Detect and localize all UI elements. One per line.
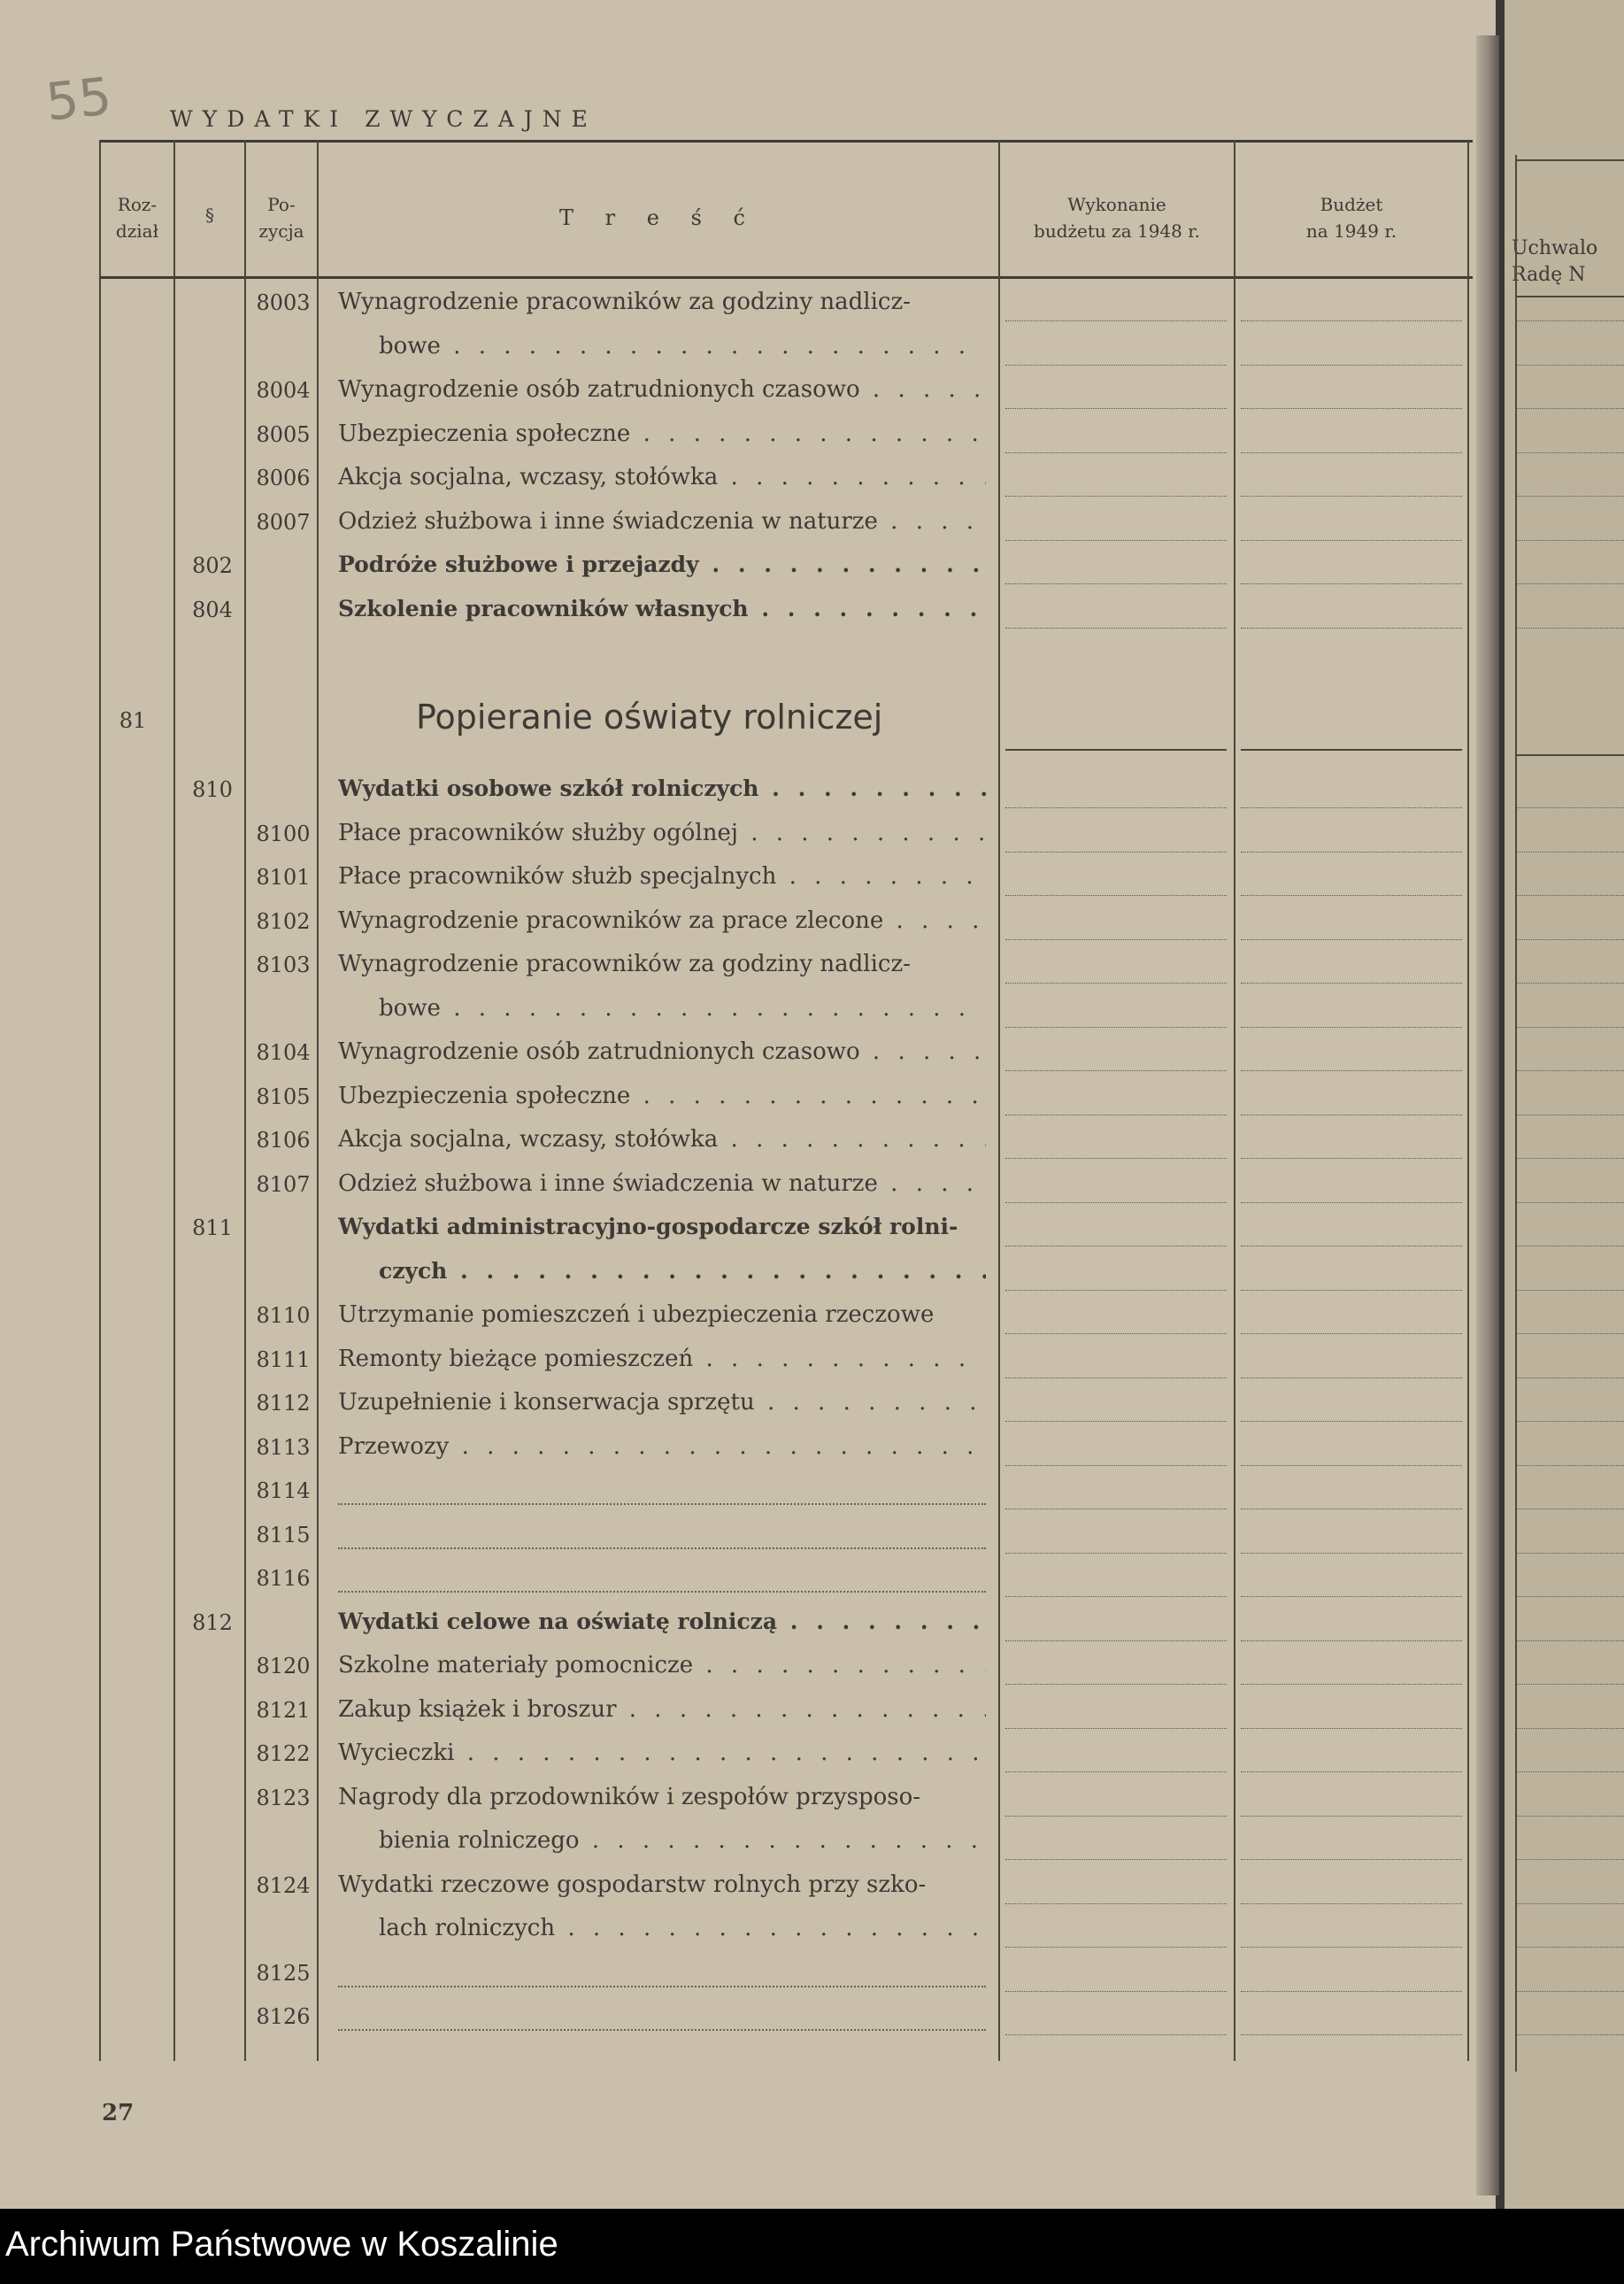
table-top-border — [99, 140, 1473, 143]
pozycja-number: 8116 — [256, 1566, 311, 1591]
budzet-value-cell — [1241, 1290, 1462, 1291]
table-row — [0, 944, 1496, 988]
table-row — [0, 1820, 1496, 1864]
wykonanie-value-cell — [1005, 1158, 1227, 1159]
adjacent-page-dotted-line — [1515, 628, 1624, 629]
budzet-value-cell — [1241, 496, 1462, 497]
table-row — [0, 900, 1496, 945]
pozycja-number: 8124 — [256, 1872, 311, 1898]
adjacent-page-dotted-line — [1515, 1553, 1624, 1554]
pozycja-number: 8004 — [256, 378, 311, 403]
pozycja-number: 8115 — [256, 1522, 311, 1547]
budzet-value-cell — [1241, 1728, 1462, 1729]
table-row — [0, 544, 1496, 589]
section-total-line — [1241, 749, 1462, 751]
section-heading: Popieranie oświaty rolniczej — [416, 698, 883, 737]
table-row — [0, 1952, 1496, 1996]
adjacent-page-dotted-line — [1515, 939, 1624, 940]
line-item-description: Płace pracowników służby ogólnej . . . — [338, 820, 986, 846]
handwritten-folio-number: 55 — [42, 66, 115, 133]
adjacent-page-dotted-line — [1515, 1202, 1624, 1203]
table-row — [0, 856, 1496, 900]
budzet-value-cell — [1241, 1771, 1462, 1772]
table-row — [0, 1382, 1496, 1426]
pozycja-number: 8007 — [256, 509, 311, 535]
line-item-description: bowe . . . — [379, 333, 986, 359]
wykonanie-value-cell — [1005, 1070, 1227, 1071]
column-header-budzet: Budżet na 1949 r. — [1305, 194, 1397, 242]
wykonanie-value-cell — [1005, 1640, 1227, 1641]
line-item-description: Uzupełnienie i konserwacja sprzętu . . . — [338, 1389, 986, 1416]
pozycja-number: 8105 — [256, 1084, 311, 1109]
adjacent-page-dotted-line — [1515, 1771, 1624, 1772]
adjacent-page-dotted-line — [1515, 895, 1624, 896]
wykonanie-value-cell — [1005, 1816, 1227, 1817]
adjacent-page-header-line1: Uchwalo — [1512, 237, 1598, 259]
line-item-description: Szkolenie pracowników własnych . . . — [338, 596, 986, 621]
table-row — [0, 813, 1496, 857]
adjacent-page-dotted-line — [1515, 408, 1624, 409]
adjacent-page-dotted-line — [1515, 320, 1624, 321]
wykonanie-value-cell — [1005, 496, 1227, 497]
adjacent-page-dotted-line — [1515, 1596, 1624, 1597]
budzet-value-cell — [1241, 540, 1462, 541]
line-item-description: Podróże służbowe i przejazdy . . . — [338, 552, 986, 577]
wykonanie-value-cell — [1005, 1728, 1227, 1729]
column-header-pozycja: Po- zycja — [258, 194, 304, 242]
pozycja-number: 8126 — [256, 2004, 311, 2029]
pozycja-number: 8113 — [256, 1434, 311, 1460]
table-row — [0, 1777, 1496, 1821]
budzet-value-cell — [1241, 1816, 1462, 1817]
budzet-value-cell — [1241, 583, 1462, 584]
table-row — [0, 1601, 1496, 1646]
table-row — [0, 369, 1496, 413]
adjacent-page-dotted-line — [1515, 1903, 1624, 1904]
pozycja-number: 8110 — [256, 1303, 311, 1328]
paragraf-number: 811 — [192, 1215, 233, 1240]
line-item-description: Ubezpieczenia społeczne . . . — [338, 421, 986, 447]
line-item-description: Nagrody dla przodowników i zespołów przysposo- — [338, 1783, 921, 1810]
wykonanie-value-cell — [1005, 1684, 1227, 1685]
budzet-value-cell — [1241, 1377, 1462, 1378]
adjacent-page-dotted-line — [1515, 852, 1624, 853]
table-row — [0, 1339, 1496, 1383]
pozycja-number: 8107 — [256, 1171, 311, 1197]
wykonanie-value-cell — [1005, 408, 1227, 409]
wykonanie-value-cell — [1005, 452, 1227, 453]
line-item-description: Wynagrodzenie pracowników za prace zlecone . . . — [338, 907, 986, 934]
book-gutter — [1476, 35, 1499, 2195]
wykonanie-value-cell — [1005, 1421, 1227, 1422]
table-row — [0, 1470, 1496, 1514]
table-row — [0, 1076, 1496, 1120]
wykonanie-value-cell — [1005, 2034, 1227, 2035]
wykonanie-value-cell — [1005, 1465, 1227, 1466]
blank-entry-line — [338, 1503, 986, 1505]
column-header-tresc: T r e ś ć — [559, 205, 758, 230]
blank-entry-line — [338, 2029, 986, 2031]
line-item-description: Wydatki celowe na oświatę rolniczą . . . — [338, 1609, 986, 1634]
line-item-description: czych . . . — [379, 1258, 986, 1284]
table-row — [0, 589, 1496, 633]
pozycja-number: 8120 — [256, 1654, 311, 1678]
budzet-value-cell — [1241, 1465, 1462, 1466]
page-title: WYDATKI ZWYCZAJNE — [170, 106, 597, 132]
table-row — [0, 1645, 1496, 1689]
table-row — [0, 1119, 1496, 1163]
table-row — [0, 1251, 1496, 1295]
adjacent-page-dotted-line — [1515, 1290, 1624, 1291]
table-row — [0, 1864, 1496, 1909]
adjacent-page-rule — [1515, 296, 1624, 297]
table-row — [0, 457, 1496, 501]
table-row — [0, 1163, 1496, 1208]
adjacent-page-dotted-line — [1515, 540, 1624, 541]
blank-entry-line — [338, 1547, 986, 1549]
budzet-value-cell — [1241, 852, 1462, 853]
table-row — [0, 1426, 1496, 1470]
budzet-value-cell — [1241, 1640, 1462, 1641]
paragraf-number: 802 — [192, 553, 233, 578]
wykonanie-value-cell — [1005, 1991, 1227, 1992]
wykonanie-value-cell — [1005, 1027, 1227, 1028]
adjacent-page-dotted-line — [1515, 1333, 1624, 1334]
wykonanie-value-cell — [1005, 1333, 1227, 1334]
budzet-value-cell — [1241, 939, 1462, 940]
wykonanie-value-cell — [1005, 1771, 1227, 1772]
adjacent-page-dotted-line — [1515, 1421, 1624, 1422]
line-item-description: Wycieczki . . . — [338, 1740, 986, 1766]
budzet-value-cell — [1241, 1947, 1462, 1948]
paragraf-number: 810 — [192, 777, 233, 802]
budzet-value-cell — [1241, 628, 1462, 629]
table-row — [0, 1995, 1496, 2040]
line-item-description: Odzież służbowa i inne świadczenia w naturze . . . — [338, 508, 986, 535]
pozycja-number: 8104 — [256, 1040, 311, 1065]
wykonanie-value-cell — [1005, 628, 1227, 629]
pozycja-number: 8100 — [256, 821, 311, 846]
paragraf-number: 812 — [192, 1609, 233, 1635]
line-item-description: Szkolne materiały pomocnicze . . . — [338, 1652, 986, 1678]
wykonanie-value-cell — [1005, 1903, 1227, 1904]
line-item-description: Przewozy . . . — [338, 1433, 986, 1460]
adjacent-page-dotted-line — [1515, 583, 1624, 584]
table-row — [0, 1732, 1496, 1777]
adjacent-page-dotted-line — [1515, 983, 1624, 984]
adjacent-page-dotted-line — [1515, 365, 1624, 366]
table-row — [0, 1207, 1496, 1251]
budzet-value-cell — [1241, 1596, 1462, 1597]
line-item-description: Odzież służbowa i inne świadczenia w naturze . . . — [338, 1170, 986, 1197]
budzet-value-cell — [1241, 408, 1462, 409]
pozycja-number: 8103 — [256, 953, 311, 977]
table-row — [0, 501, 1496, 545]
wykonanie-value-cell — [1005, 365, 1227, 366]
line-item-description: Wydatki administracyjno-gospodarcze szkół rolni- — [338, 1214, 958, 1239]
adjacent-page-header-line2: Radę N — [1512, 264, 1586, 286]
paragraf-number: 804 — [192, 597, 233, 622]
budzet-value-cell — [1241, 1553, 1462, 1554]
line-item-description: Wynagrodzenie pracowników za godziny nadlicz- — [338, 951, 911, 977]
adjacent-page-edge — [1505, 0, 1624, 2209]
adjacent-page-dotted-line — [1515, 1728, 1624, 1729]
wykonanie-value-cell — [1005, 1202, 1227, 1203]
wykonanie-value-cell — [1005, 807, 1227, 808]
adjacent-page-dotted-line — [1515, 2034, 1624, 2035]
line-item-description: Płace pracowników służb specjalnych . . . — [338, 863, 986, 890]
table-row — [0, 988, 1496, 1032]
line-item-description: Wydatki rzeczowe gospodarstw rolnych przy szko- — [338, 1871, 927, 1898]
blank-entry-line — [338, 1986, 986, 1987]
wykonanie-value-cell — [1005, 1947, 1227, 1948]
line-item-description: Remonty bieżące pomieszczeń . . . — [338, 1346, 986, 1372]
line-item-description: Utrzymanie pomieszczeń i ubezpieczenia rzeczowe — [338, 1301, 935, 1328]
budzet-value-cell — [1241, 1903, 1462, 1904]
budzet-value-cell — [1241, 1027, 1462, 1028]
pozycja-number: 8112 — [256, 1391, 311, 1416]
table-row — [0, 768, 1496, 813]
adjacent-page-dotted-line — [1515, 1465, 1624, 1466]
adjacent-page-dotted-line — [1515, 496, 1624, 497]
budzet-value-cell — [1241, 2034, 1462, 2035]
line-item-description: Wynagrodzenie pracowników za godziny nadlicz- — [338, 289, 911, 315]
adjacent-page-rule — [1515, 159, 1624, 161]
table-row — [0, 1294, 1496, 1339]
adjacent-page-rule — [1515, 155, 1517, 2072]
pozycja-number: 8114 — [256, 1478, 311, 1503]
line-item-description: Zakup książek i broszur . . . — [338, 1696, 986, 1723]
wykonanie-value-cell — [1005, 895, 1227, 896]
column-header-wykonanie: Wykonanie budżetu za 1948 r. — [1034, 194, 1200, 242]
pozycja-number: 8106 — [256, 1128, 311, 1153]
wykonanie-value-cell — [1005, 1859, 1227, 1860]
wykonanie-value-cell — [1005, 939, 1227, 940]
pozycja-number: 8111 — [256, 1346, 311, 1372]
adjacent-page-dotted-line — [1515, 1859, 1624, 1860]
line-item-description: Ubezpieczenia społeczne . . . — [338, 1083, 986, 1109]
table-row — [0, 1031, 1496, 1076]
table-row — [0, 1557, 1496, 1601]
pozycja-number: 8003 — [256, 290, 311, 315]
wykonanie-value-cell — [1005, 1377, 1227, 1378]
archive-caption-bar — [0, 2209, 1624, 2284]
budzet-value-cell — [1241, 1333, 1462, 1334]
adjacent-page-dotted-line — [1515, 1684, 1624, 1685]
budzet-value-cell — [1241, 1421, 1462, 1422]
wykonanie-value-cell — [1005, 1290, 1227, 1291]
column-header-paragraf: § — [205, 204, 214, 226]
section-rozdzial-number: 81 — [119, 708, 147, 733]
adjacent-page-dotted-line — [1515, 1377, 1624, 1378]
table-row — [0, 1689, 1496, 1733]
budzet-value-cell — [1241, 1991, 1462, 1992]
pozycja-number: 8122 — [256, 1741, 311, 1766]
column-header-rozdzial: Roz- dział — [115, 194, 159, 242]
pozycja-number: 8101 — [256, 865, 311, 890]
wykonanie-value-cell — [1005, 540, 1227, 541]
adjacent-page-rule — [1515, 754, 1624, 756]
page-number: 27 — [102, 2100, 135, 2126]
adjacent-page-dotted-line — [1515, 1070, 1624, 1071]
pozycja-number: 8125 — [256, 1960, 311, 1986]
table-row — [0, 1514, 1496, 1558]
pozycja-number: 8005 — [256, 421, 311, 447]
archive-caption: Archiwum Państwowe w Koszalinie — [5, 2225, 558, 2264]
wykonanie-value-cell — [1005, 983, 1227, 984]
wykonanie-value-cell — [1005, 852, 1227, 853]
budzet-value-cell — [1241, 1202, 1462, 1203]
wykonanie-value-cell — [1005, 583, 1227, 584]
budzet-value-cell — [1241, 320, 1462, 321]
pozycja-number: 8123 — [256, 1785, 311, 1810]
line-item-description: Wynagrodzenie osób zatrudnionych czasowo . . . — [338, 376, 986, 403]
budzet-value-cell — [1241, 452, 1462, 453]
line-item-description: lach rolniczych . . . — [379, 1915, 986, 1941]
budzet-value-cell — [1241, 1070, 1462, 1071]
budzet-value-cell — [1241, 365, 1462, 366]
pozycja-number: 8121 — [256, 1697, 311, 1723]
line-item-description: bienia rolniczego . . . — [379, 1827, 986, 1854]
budzet-value-cell — [1241, 1684, 1462, 1685]
line-item-description: Akcja socjalna, wczasy, stołówka . . . — [338, 464, 986, 490]
adjacent-page-dotted-line — [1515, 807, 1624, 808]
wykonanie-value-cell — [1005, 320, 1227, 321]
table-row — [0, 282, 1496, 326]
budzet-value-cell — [1241, 1158, 1462, 1159]
adjacent-page-dotted-line — [1515, 1640, 1624, 1641]
adjacent-page-dotted-line — [1515, 452, 1624, 453]
budzet-value-cell — [1241, 1859, 1462, 1860]
adjacent-page-dotted-line — [1515, 1816, 1624, 1817]
pozycja-number: 8006 — [256, 466, 311, 490]
line-item-description: bowe . . . — [379, 995, 986, 1022]
pozycja-number: 8102 — [256, 908, 311, 934]
budzet-value-cell — [1241, 983, 1462, 984]
table-row — [0, 326, 1496, 370]
table-row — [0, 413, 1496, 458]
wykonanie-value-cell — [1005, 1596, 1227, 1597]
section-total-line — [1005, 749, 1227, 751]
adjacent-page-dotted-line — [1515, 1947, 1624, 1948]
line-item-description: Wydatki osobowe szkół rolniczych . . . — [338, 775, 986, 801]
budzet-value-cell — [1241, 807, 1462, 808]
line-item-description: Akcja socjalna, wczasy, stołówka . . . — [338, 1126, 986, 1153]
adjacent-page-dotted-line — [1515, 1991, 1624, 1992]
wykonanie-value-cell — [1005, 1553, 1227, 1554]
adjacent-page-dotted-line — [1515, 1027, 1624, 1028]
table-header-bottom-border — [99, 276, 1473, 279]
blank-entry-line — [338, 1591, 986, 1593]
budzet-value-cell — [1241, 895, 1462, 896]
line-item-description: Wynagrodzenie osób zatrudnionych czasowo . . . — [338, 1038, 986, 1065]
table-row — [0, 1908, 1496, 1952]
adjacent-page-dotted-line — [1515, 1158, 1624, 1159]
